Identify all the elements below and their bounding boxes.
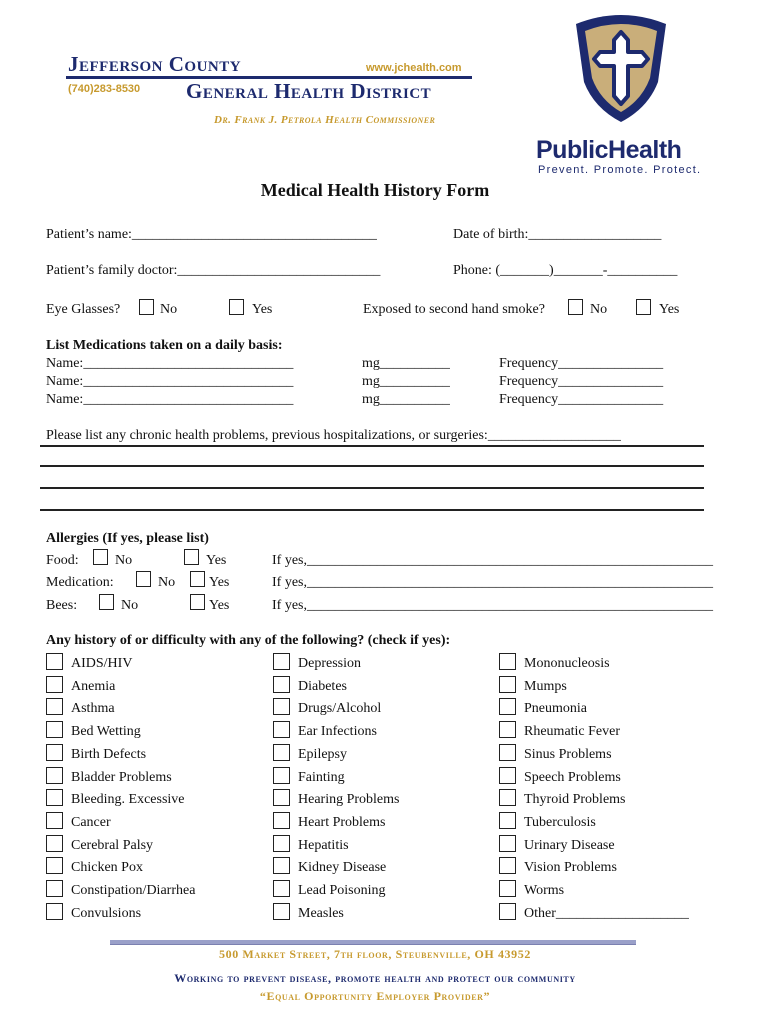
bees-if-yes-field[interactable]: If yes,__________________________________________________________	[272, 598, 713, 613]
condition-label: Thyroid Problems	[524, 792, 626, 807]
condition-checkbox[interactable]	[499, 721, 516, 738]
smoke-label: Exposed to second hand smoke?	[363, 302, 545, 317]
form-title: Medical Health History Form	[260, 180, 490, 200]
condition-label: Epilepsy	[298, 747, 347, 762]
condition-checkbox[interactable]	[499, 835, 516, 852]
allergies-heading: Allergies (If yes, please list)	[46, 531, 209, 546]
med-name-field-3[interactable]: Name:______________________________	[46, 392, 294, 407]
condition-label: Fainting	[298, 770, 345, 785]
condition-checkbox[interactable]	[273, 767, 290, 784]
bees-no-label: No	[121, 598, 139, 613]
eye-glasses-yes-checkbox[interactable]	[229, 299, 244, 315]
eye-glasses-no-label: No	[160, 302, 178, 317]
condition-checkbox[interactable]	[273, 721, 290, 738]
medication-yes-checkbox[interactable]	[190, 571, 205, 587]
condition-label: Lead Poisoning	[298, 883, 386, 898]
condition-checkbox[interactable]	[273, 653, 290, 670]
condition-checkbox[interactable]	[273, 698, 290, 715]
condition-label: Other___________________	[524, 906, 689, 921]
condition-label: Mononucleosis	[524, 656, 610, 671]
med-mg-field-3[interactable]: mg__________	[362, 392, 450, 407]
condition-label: Bleeding. Excessive	[71, 792, 185, 807]
condition-checkbox[interactable]	[46, 653, 63, 670]
condition-checkbox[interactable]	[273, 789, 290, 806]
medication-no-label: No	[158, 575, 176, 590]
condition-label: Cancer	[71, 815, 111, 830]
condition-label: Pneumonia	[524, 701, 587, 716]
condition-checkbox[interactable]	[46, 812, 63, 829]
med-mg-field-1[interactable]: mg__________	[362, 356, 450, 371]
condition-checkbox[interactable]	[46, 857, 63, 874]
condition-label: Rheumatic Fever	[524, 724, 621, 739]
condition-label: Cerebral Palsy	[71, 838, 154, 853]
condition-label: Convulsions	[71, 906, 142, 921]
food-yes-label: Yes	[206, 553, 227, 568]
food-yes-checkbox[interactable]	[184, 549, 199, 565]
logo-tagline: Prevent. Promote. Protect.	[538, 164, 702, 176]
website-link[interactable]: www.jchealth.com	[366, 62, 462, 74]
condition-checkbox[interactable]	[499, 767, 516, 784]
smoke-no-label: No	[590, 302, 608, 317]
commissioner-line: Dr. Frank J. Petrola Health Commissioner	[214, 114, 436, 126]
condition-checkbox[interactable]	[46, 903, 63, 920]
condition-label: Ear Infections	[298, 724, 377, 739]
chronic-line-4[interactable]	[40, 509, 704, 511]
medication-allergy-label: Medication:	[46, 575, 114, 590]
condition-label: Sinus Problems	[524, 747, 612, 762]
condition-label: Constipation/Diarrhea	[71, 883, 196, 898]
condition-label: Bladder Problems	[71, 770, 172, 785]
dob-field[interactable]: Date of birth:___________________	[453, 227, 662, 242]
county-name: Jefferson County	[68, 52, 242, 76]
bees-no-checkbox[interactable]	[99, 594, 114, 610]
condition-checkbox[interactable]	[46, 880, 63, 897]
condition-label: Hepatitis	[298, 838, 349, 853]
condition-checkbox[interactable]	[46, 835, 63, 852]
condition-label: Tuberculosis	[524, 815, 596, 830]
chronic-line-1[interactable]	[40, 445, 704, 447]
condition-checkbox[interactable]	[46, 789, 63, 806]
family-doctor-field[interactable]: Patient’s family doctor:_____________________________	[46, 263, 381, 278]
district-name: General Health District	[186, 79, 432, 103]
condition-checkbox[interactable]	[273, 880, 290, 897]
header-phone: (740)283-8530	[68, 83, 141, 95]
condition-checkbox[interactable]	[499, 880, 516, 897]
food-no-checkbox[interactable]	[93, 549, 108, 565]
chronic-problems-field[interactable]: Please list any chronic health problems, previous hospitalizations, or surgeries:___________________	[46, 428, 621, 443]
condition-checkbox[interactable]	[273, 835, 290, 852]
med-frequency-field-2[interactable]: Frequency_______________	[499, 374, 664, 389]
condition-checkbox[interactable]	[499, 903, 516, 920]
food-allergy-label: Food:	[46, 553, 79, 568]
bees-yes-checkbox[interactable]	[190, 594, 205, 610]
condition-label: Birth Defects	[71, 747, 147, 762]
condition-checkbox[interactable]	[273, 857, 290, 874]
condition-checkbox[interactable]	[499, 857, 516, 874]
history-heading: Any history of or difficulty with any of the following? (check if yes):	[46, 633, 451, 648]
condition-label: AIDS/HIV	[71, 656, 133, 671]
footer-divider-shadow	[110, 944, 636, 945]
condition-checkbox[interactable]	[499, 698, 516, 715]
smoke-yes-label: Yes	[659, 302, 680, 317]
condition-label: Depression	[298, 656, 361, 671]
condition-checkbox[interactable]	[46, 721, 63, 738]
condition-label: Urinary Disease	[524, 838, 615, 853]
bees-yes-label: Yes	[209, 598, 230, 613]
medication-no-checkbox[interactable]	[136, 571, 151, 587]
condition-checkbox[interactable]	[46, 676, 63, 693]
condition-label: Vision Problems	[524, 860, 617, 875]
public-health-shield-icon	[568, 12, 674, 124]
footer-eeo: “Equal Opportunity Employer Provider”	[259, 989, 491, 1003]
chronic-line-2[interactable]	[40, 465, 704, 467]
condition-label: Heart Problems	[298, 815, 386, 830]
condition-checkbox[interactable]	[273, 812, 290, 829]
chronic-line-3[interactable]	[40, 487, 704, 489]
logo-wordmark: PublicHealth	[536, 136, 682, 164]
bees-allergy-label: Bees:	[46, 598, 78, 613]
condition-label: Drugs/Alcohol	[298, 701, 382, 716]
condition-label: Chicken Pox	[71, 860, 143, 875]
medications-heading: List Medications taken on a daily basis:	[46, 338, 283, 353]
food-if-yes-field[interactable]: If yes,__________________________________________________________	[272, 553, 713, 568]
condition-label: Mumps	[524, 679, 567, 694]
footer-mission: Working to prevent disease, promote health and protect our community	[174, 971, 576, 985]
condition-checkbox[interactable]	[273, 903, 290, 920]
condition-label: Asthma	[71, 701, 115, 716]
condition-checkbox[interactable]	[499, 653, 516, 670]
condition-label: Bed Wetting	[71, 724, 141, 739]
condition-checkbox[interactable]	[46, 744, 63, 761]
condition-label: Hearing Problems	[298, 792, 400, 807]
condition-label: Diabetes	[298, 679, 347, 694]
condition-checkbox[interactable]	[46, 767, 63, 784]
med-frequency-field-3[interactable]: Frequency_______________	[499, 392, 664, 407]
condition-checkbox[interactable]	[499, 812, 516, 829]
med-name-field-2[interactable]: Name:______________________________	[46, 374, 294, 389]
condition-checkbox[interactable]	[499, 789, 516, 806]
footer-address: 500 Market Street, 7th floor, Steubenville, OH 43952	[219, 947, 531, 961]
med-mg-field-2[interactable]: mg__________	[362, 374, 450, 389]
smoke-yes-checkbox[interactable]	[636, 299, 651, 315]
condition-label: Speech Problems	[524, 770, 621, 785]
condition-checkbox[interactable]	[499, 676, 516, 693]
eye-glasses-no-checkbox[interactable]	[139, 299, 154, 315]
condition-label: Worms	[524, 883, 565, 898]
food-no-label: No	[115, 553, 133, 568]
condition-checkbox[interactable]	[273, 676, 290, 693]
condition-label: Anemia	[71, 679, 116, 694]
med-frequency-field-1[interactable]: Frequency_______________	[499, 356, 664, 371]
condition-checkbox[interactable]	[499, 744, 516, 761]
patient-name-field[interactable]: Patient’s name:___________________________________	[46, 227, 377, 242]
condition-label: Kidney Disease	[298, 860, 387, 875]
condition-checkbox[interactable]	[46, 698, 63, 715]
med-name-field-1[interactable]: Name:______________________________	[46, 356, 294, 371]
eye-glasses-yes-label: Yes	[252, 302, 273, 317]
condition-checkbox[interactable]	[273, 744, 290, 761]
medication-yes-label: Yes	[209, 575, 230, 590]
eye-glasses-label: Eye Glasses?	[46, 302, 121, 317]
phone-field[interactable]: Phone: (_______)_______-__________	[453, 263, 678, 278]
smoke-no-checkbox[interactable]	[568, 299, 583, 315]
medication-if-yes-field[interactable]: If yes,__________________________________________________________	[272, 575, 713, 590]
condition-label: Measles	[298, 906, 344, 921]
